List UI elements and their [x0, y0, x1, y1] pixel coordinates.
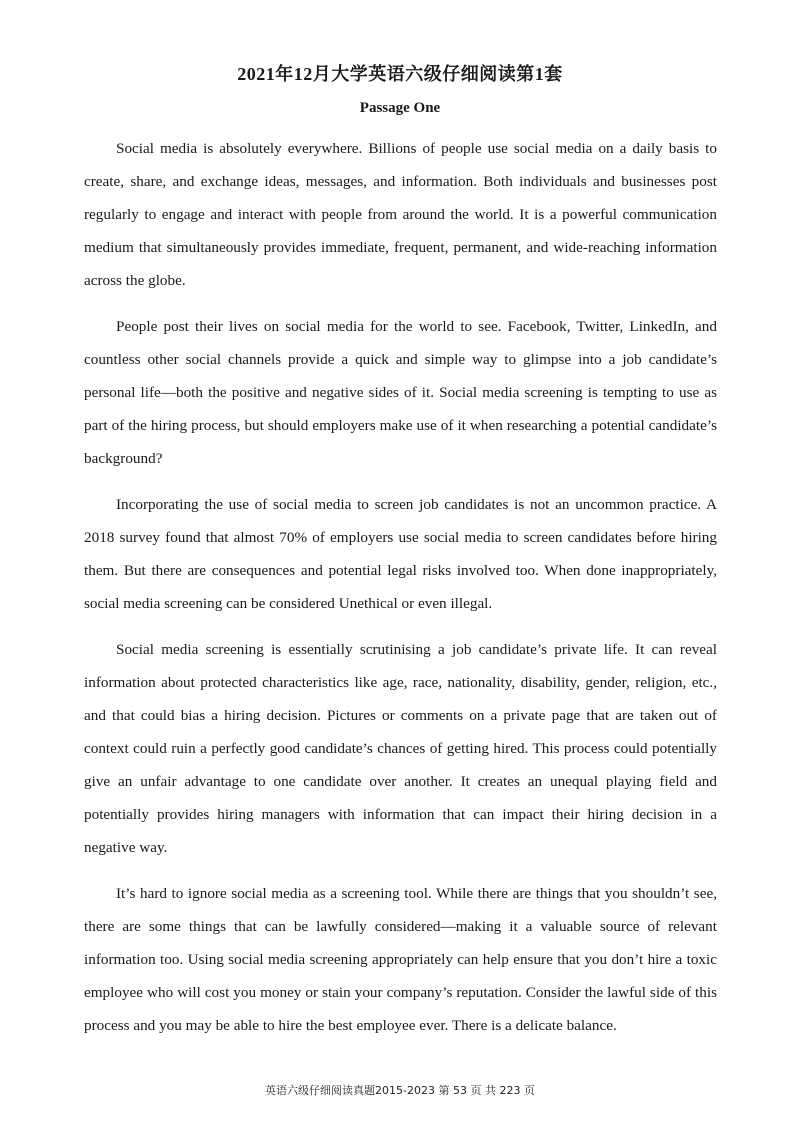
paragraph-5: It’s hard to ignore social media as a screening tool. While there are things that you shouldn’t see, there are some things that can be lawfully considered—making it a valuable source of relevant information too. Using social media screening appropriately can help ensure that you don’t hire a toxic employee who will cost you money or stain your company’s reputation. Consider the lawful side of this process and you may be able to hire the best employee ever. There is a delicate balance.: [84, 885, 717, 1034]
paragraph-3: Incorporating the use of social media to screen job candidates is not an uncommon practice. A 2018 survey found that almost 70% of employers use social media to screen candidates before hiring them. But there are consequences and potential legal risks involved too. When done inappropriately, social media screening can be considered Unethical or even illegal.: [84, 496, 717, 612]
page-footer: 英语六级仔细阅读真题2015-2023 第 53 页 共 223 页: [265, 1084, 535, 1097]
paragraph-2: People post their lives on social media for the world to see. Facebook, Twitter, LinkedIn, and countless other social channels provide a quick and simple way to glimpse into a job candidate’s personal life—both the positive and negative sides of it. Social media screening is tempting to use as part of the hiring process, but should employers make use of it when researching a potential candidate’s background?: [84, 318, 717, 467]
paragraph-4: Social media screening is essentially scrutinising a job candidate’s private life. It can reveal information about protected characteristics like age, race, nationality, disability, gender, religion, etc., and that could bias a hiring decision. Pictures or comments on a private page that are taken out of context could ruin a perfectly good candidate’s chances of getting hired. This process could potentially give an unfair advantage to one candidate over another. It creates an unequal playing field and potentially provides hiring managers with information that can impact their hiring decision in a negative way.: [84, 641, 717, 856]
passage-heading: Passage One: [359, 100, 441, 116]
document-title: 2021年12月大学英语六级仔细阅读第1套: [237, 64, 563, 84]
paragraph-1: Social media is absolutely everywhere. Billions of people use social media on a daily basis to create, share, and exchange ideas, messages, and information. Both individuals and businesses post regularly to engage and interact with people from around the world. It is a powerful communication medium that simultaneously provides immediate, frequent, permanent, and wide-reaching information across the globe.: [84, 140, 717, 289]
passage-body: [84, 132, 717, 1055]
